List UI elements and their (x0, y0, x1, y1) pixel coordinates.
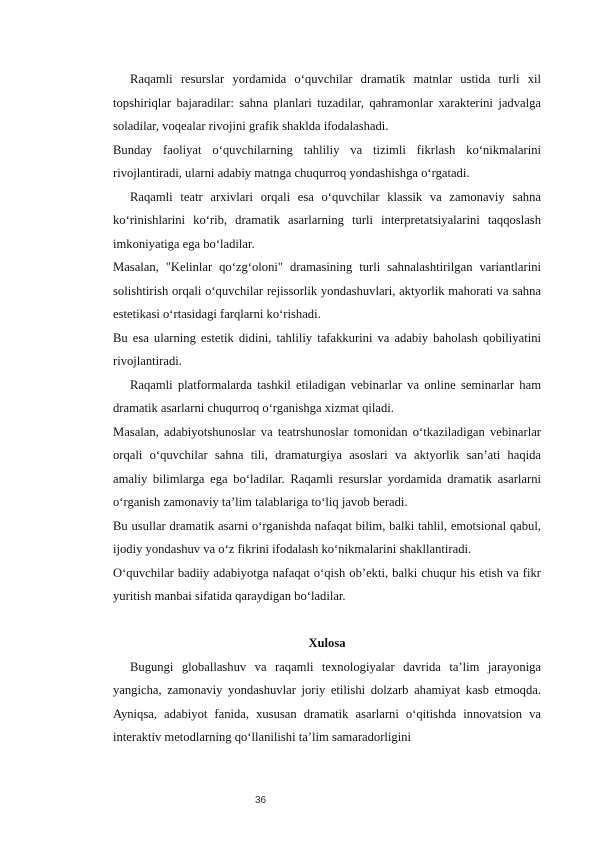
paragraph: Raqamli teatr arxivlari orqali esa o‘quvchilar klassik va zamonaviy sahna ko‘rinishlarini ko‘rib, dramatik asarlarning turli interpretatsiyalarini taqqoslash imkoniyatiga ega bo‘ladilar. (113, 189, 541, 251)
body-text (113, 68, 541, 750)
paragraph: Bunday faoliyat o‘quvchilarning tahliliy va tizimli fikrlash ko‘nikmalarini rivojlantiradi, ularni adabiy matnga chuqurroq yondashishga o‘rgatadi. (113, 142, 541, 180)
section-heading: Xulosa (308, 636, 346, 650)
paragraph: Masalan, "Kelinlar qo‘zg‘oloni" dramasining turli sahnalashtirilgan variantlarini solishtirish orqali o‘quvchilar rejissorlik yondashuvlari, aktyorlik mahorati va sahna estetikasi o‘rtasidagi farqlarni ko‘rishadi. (113, 260, 541, 321)
paragraph: Masalan, adabiyotshunoslar va teatrshunoslar tomonidan o‘tkaziladigan vebinarlar orqali o‘quvchilar sahna tili, dramaturgiya asoslari va aktyorlik san’ati haqida amaliy bilimlarga ega bo‘ladilar. Raqamli resurslar yordamida dramatik asarlarni o‘rganish zamonaviy ta’lim talablariga to‘liq javob beradi. (113, 424, 541, 509)
paragraph: Bu esa ularning estetik didini, tahliliy tafakkurini va adabiy baholash qobiliyatini rivojlantiradi. (113, 330, 541, 368)
paragraph: Bu usullar dramatik asarni o‘rganishda nafaqat bilim, balki tahlil, emotsional qabul, ijodiy yondashuv va o‘z fikrini ifodalash ko‘nikmalarini shakllantiradi. (113, 518, 541, 556)
page-number: 36 (255, 795, 267, 806)
paragraph: O‘quvchilar badiiy adabiyotga nafaqat o‘qish ob’ekti, balki chuqur his etish va fikr yuritish manbai sifatida qaraydigan bo‘ladilar. (113, 565, 541, 603)
paragraph: Raqamli resurslar yordamida o‘quvchilar dramatik matnlar ustida turli xil topshiriqlar bajaradilar: sahna planlari tuzadilar, qahramonlar xarakterini jadvalga soladilar, voqealar rivojini grafik shaklda ifodalashadi. (113, 72, 541, 133)
paragraph: Bugungi globallashuv va raqamli texnologiyalar davrida ta’lim jarayoniga yangicha, zamonaviy yondashuvlar joriy etilishi dolzarb ahamiyat kasb etmoqda. Ayniqsa, adabiyot fanida, xususan dramatik asarlarni o‘qitishda innovatsion va interaktiv metodlarning qo‘llanilishi ta’lim samaradorligini (113, 659, 541, 744)
paragraph: Raqamli platformalarda tashkil etiladigan vebinarlar va online seminarlar ham dramatik asarlarni chuqurroq o‘rganishga xizmat qiladi. (113, 377, 541, 415)
